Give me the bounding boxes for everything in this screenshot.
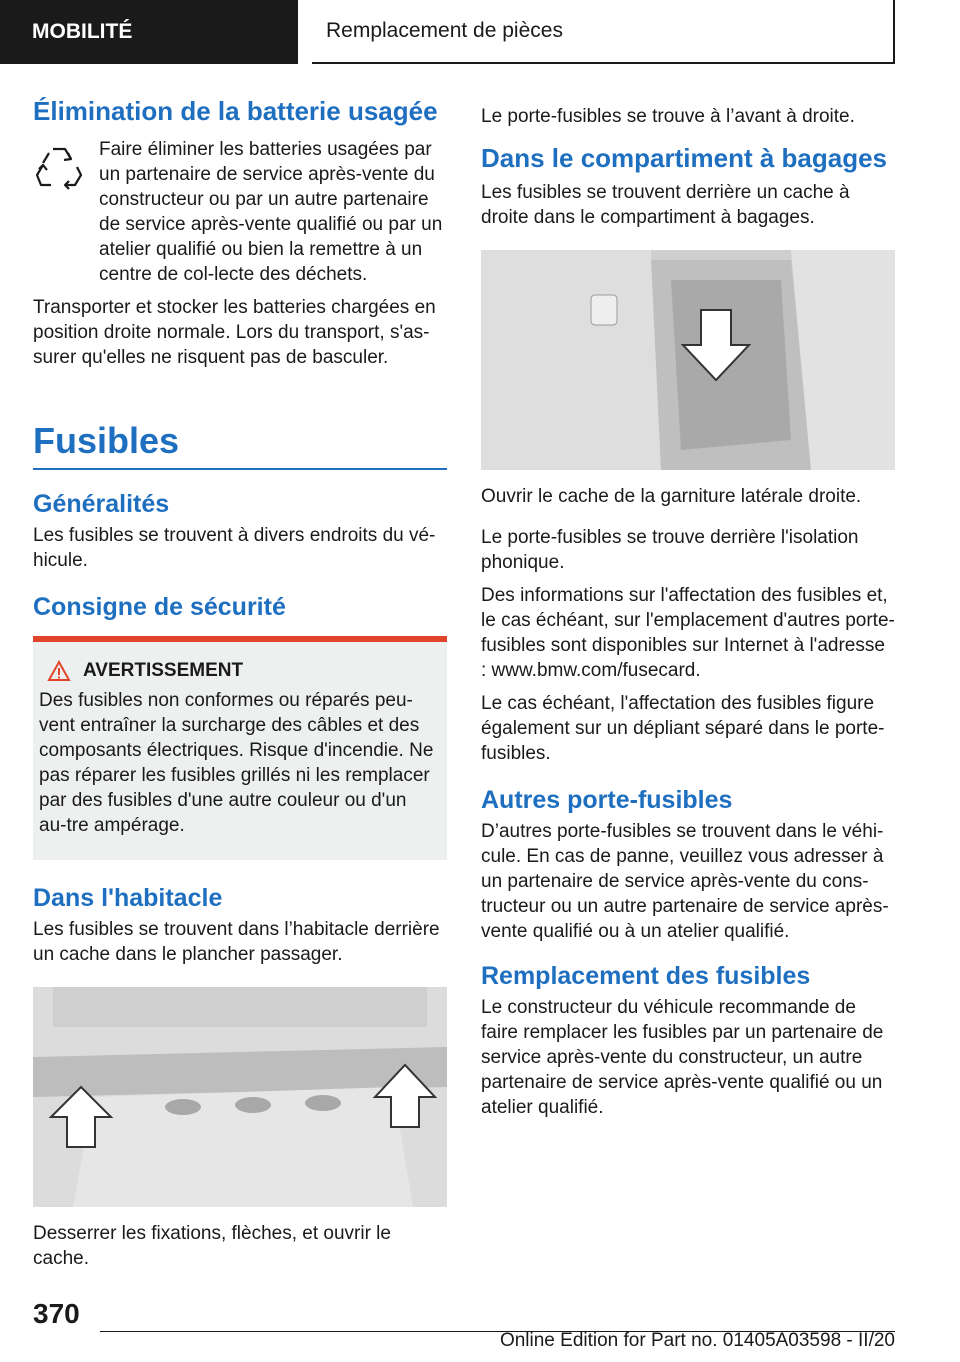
front-paragraph: Le porte-fusibles se trouve à l’avant à droite. bbox=[481, 106, 855, 127]
warning-title: AVERTISSEMENT bbox=[83, 660, 244, 681]
chapter-tab bbox=[312, 0, 895, 64]
cabin-caption: Desserrer les fixations, flèches, et ouvrir le cache. bbox=[33, 1223, 391, 1269]
chapter-title: Remplacement de pièces bbox=[326, 19, 563, 42]
edition-text: Online Edition for Part no. 01405A03598 - II/20 bbox=[499, 1330, 895, 1351]
cabin-illustration bbox=[33, 987, 447, 1207]
other-paragraph: D’autres porte-fusibles se trouvent dans le véhi-cule. En cas de panne, veuillez vous adresser à un partenaire de service après-vente du cons-tructeur ou un autre partenaire de service après-vente qualifié ou à un atelier qualifié. bbox=[481, 821, 889, 942]
trunk-photo bbox=[481, 250, 895, 470]
cabin-photo bbox=[33, 987, 447, 1207]
heading-general: Généralités bbox=[33, 490, 170, 518]
heading-replace: Remplacement des fusibles bbox=[481, 962, 811, 990]
trunk-paragraph-3: Des informations sur l'affectation des fusibles et, le cas échéant, sur l'emplacement d'autres porte-fusibles sont disponibles sur Internet à l'adresse : www.bmw.com/fusecard. bbox=[481, 585, 895, 681]
general-paragraph: Les fusibles se trouvent à divers endroits du vé-hicule. bbox=[33, 525, 436, 571]
warning-box bbox=[33, 636, 447, 860]
right-column bbox=[481, 96, 895, 1128]
heading-fuses: Fusibles bbox=[33, 420, 180, 461]
cabin-paragraph: Les fusibles se trouvent dans l’habitacle derrière un cache dans le plancher passager. bbox=[33, 919, 440, 965]
heading-other: Autres porte-fusibles bbox=[481, 786, 733, 814]
trunk-paragraph-2: Le porte-fusibles se trouve derrière l'isolation phonique. bbox=[481, 527, 859, 573]
section-title: MOBILITÉ bbox=[32, 20, 133, 43]
replace-paragraph: Le constructeur du véhicule recommande de faire remplacer les fusibles par un partenaire de service après-vente du constructeur, un autre partenaire de service après-vente qualifié ou un atelier qualifié. bbox=[481, 997, 884, 1118]
section-tab bbox=[0, 0, 298, 64]
page-number: 370 bbox=[33, 1298, 80, 1329]
trunk-paragraph-4: Le cas échéant, l'affectation des fusibles figure également sur un dépliant séparé dans le porte-fusibles. bbox=[481, 693, 885, 764]
heading-battery-disposal: Élimination de la batterie usagée bbox=[33, 96, 438, 126]
battery-paragraph-1: Faire éliminer les batteries usagées par un partenaire de service après-vente du constructeur ou par un autre partenaire de service après-vente qualifié ou par un atelier qualifié ou bien la remettre à un centre de col-lecte des déchets. bbox=[99, 139, 443, 285]
trunk-illustration bbox=[481, 250, 895, 470]
battery-paragraph-2: Transporter et stocker les batteries chargées en position droite normale. Lors du transport, s'as-surer qu'elles ne risquent pas de basculer. bbox=[33, 297, 436, 368]
warning-title-row bbox=[39, 660, 439, 682]
trunk-paragraph: Les fusibles se trouvent derrière un cache à droite dans le compartiment à bagages. bbox=[481, 182, 850, 228]
heading-trunk: Dans le compartiment à bagages bbox=[481, 143, 888, 173]
battery-section bbox=[33, 137, 447, 295]
warning-triangle-icon bbox=[47, 660, 71, 682]
left-column bbox=[33, 96, 447, 1279]
trunk-caption: Ouvrir le cache de la garniture latérale droite. bbox=[481, 486, 862, 507]
recycle-icon bbox=[33, 141, 85, 193]
heading-safety: Consigne de sécurité bbox=[33, 593, 286, 621]
fuses-heading-wrap bbox=[33, 420, 447, 470]
warning-text: Des fusibles non conformes ou réparés peu-vent entraîner la surcharge des câbles et des composants électriques. Risque d'incendie. Ne pas réparer les fusibles grillés ni les remplacer par des fusibles d'une autre couleur ou d'un au-tre ampérage. bbox=[39, 690, 434, 836]
heading-cabin: Dans l'habitacle bbox=[33, 884, 223, 912]
